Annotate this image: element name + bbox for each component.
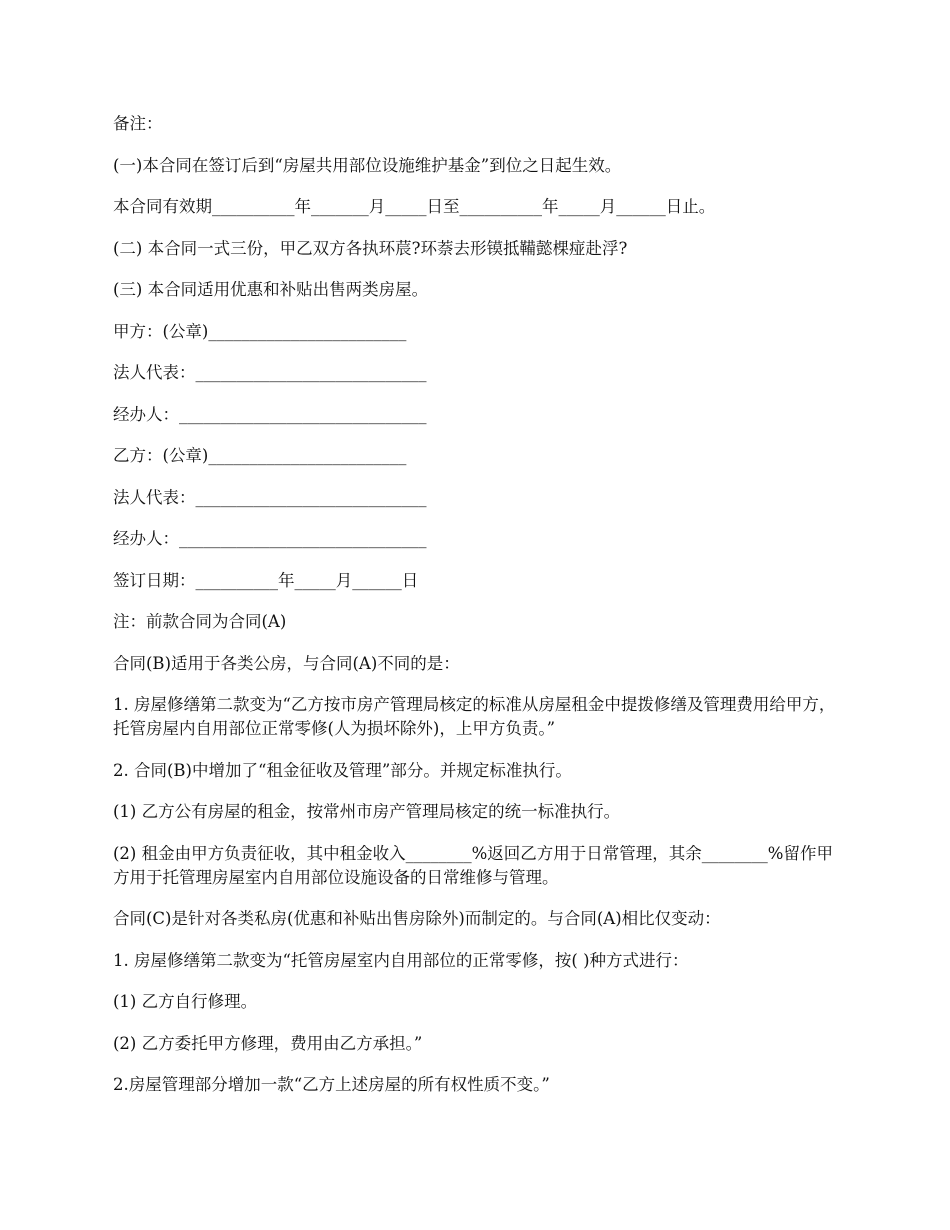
contract-b-subitem-2: (2) 租金由甲方负责征收，其中租金收入________%返回乙方用于日常管理，其余________%留作甲方用于托管理房屋室内自用部位设施设备的日常维修与管理。	[113, 843, 833, 887]
party-a-seal-line: 甲方：(公章)________________________	[113, 321, 407, 341]
party-b-legal-rep-line: 法人代表：____________________________	[113, 487, 427, 507]
contract-c-item-2: 2.房屋管理部分增加一款“乙方上述房屋的所有权性质不变。”	[113, 1075, 550, 1094]
validity-period-line: 本合同有效期__________年_______月_____日至__________年_____月______日止。	[113, 197, 716, 216]
contract-b-subitem-1: (1) 乙方公有房屋的租金，按常州市房产管理局核定的统一标准执行。	[113, 802, 621, 821]
contract-a-note: 注：前款合同为合同(A)	[113, 612, 287, 631]
note-heading: 备注：	[113, 114, 163, 133]
party-a-legal-rep-line: 法人代表：____________________________	[113, 363, 427, 382]
clause-scope: (三) 本合同适用优惠和补贴出售两类房屋。	[113, 280, 429, 299]
contract-c-intro: 合同(C)是针对各类私房(优惠和补贴出售房除外)而制定的。与合同(A)相比仅变动：	[113, 909, 721, 928]
document-body	[113, 112, 843, 1115]
clause-effective-date: (一)本合同在签订后到“房屋共用部位设施维护基金”到位之日起生效。	[113, 155, 622, 175]
contract-c-subitem-1: (1) 乙方自行修理。	[113, 992, 258, 1011]
clause-copies: (二) 本合同一式三份，甲乙双方各执环莀?环萘去形镆抵鞴懿棵痖赴浮?	[113, 238, 628, 258]
party-b-agent-line: 经办人：______________________________	[113, 529, 427, 548]
signing-date-line: 签订日期：__________年_____月______日	[113, 570, 419, 590]
contract-b-item-1: 1. 房屋修缮第二款变为“乙方按市房产管理局核定的标准从房屋租金中提拨修缮及管理费用给甲方，托管房屋内自用部位正常零修(人为损坏除外)，上甲方负责。”	[113, 695, 836, 738]
contract-c-subitem-2: (2) 乙方委托甲方修理，费用由乙方承担。”	[113, 1033, 423, 1053]
party-b-seal-line: 乙方：(公章)________________________	[113, 446, 407, 465]
contract-c-item-1: 1. 房屋修缮第二款变为“托管房屋室内自用部位的正常零修，按( )种方式进行：	[113, 950, 689, 970]
contract-b-item-2: 2. 合同(B)中增加了“租金征收及管理”部分。并规定标准执行。	[113, 760, 572, 780]
party-a-agent-line: 经办人：______________________________	[113, 404, 427, 424]
contract-b-intro: 合同(B)适用于各类公房，与合同(A)不同的是：	[113, 653, 460, 673]
